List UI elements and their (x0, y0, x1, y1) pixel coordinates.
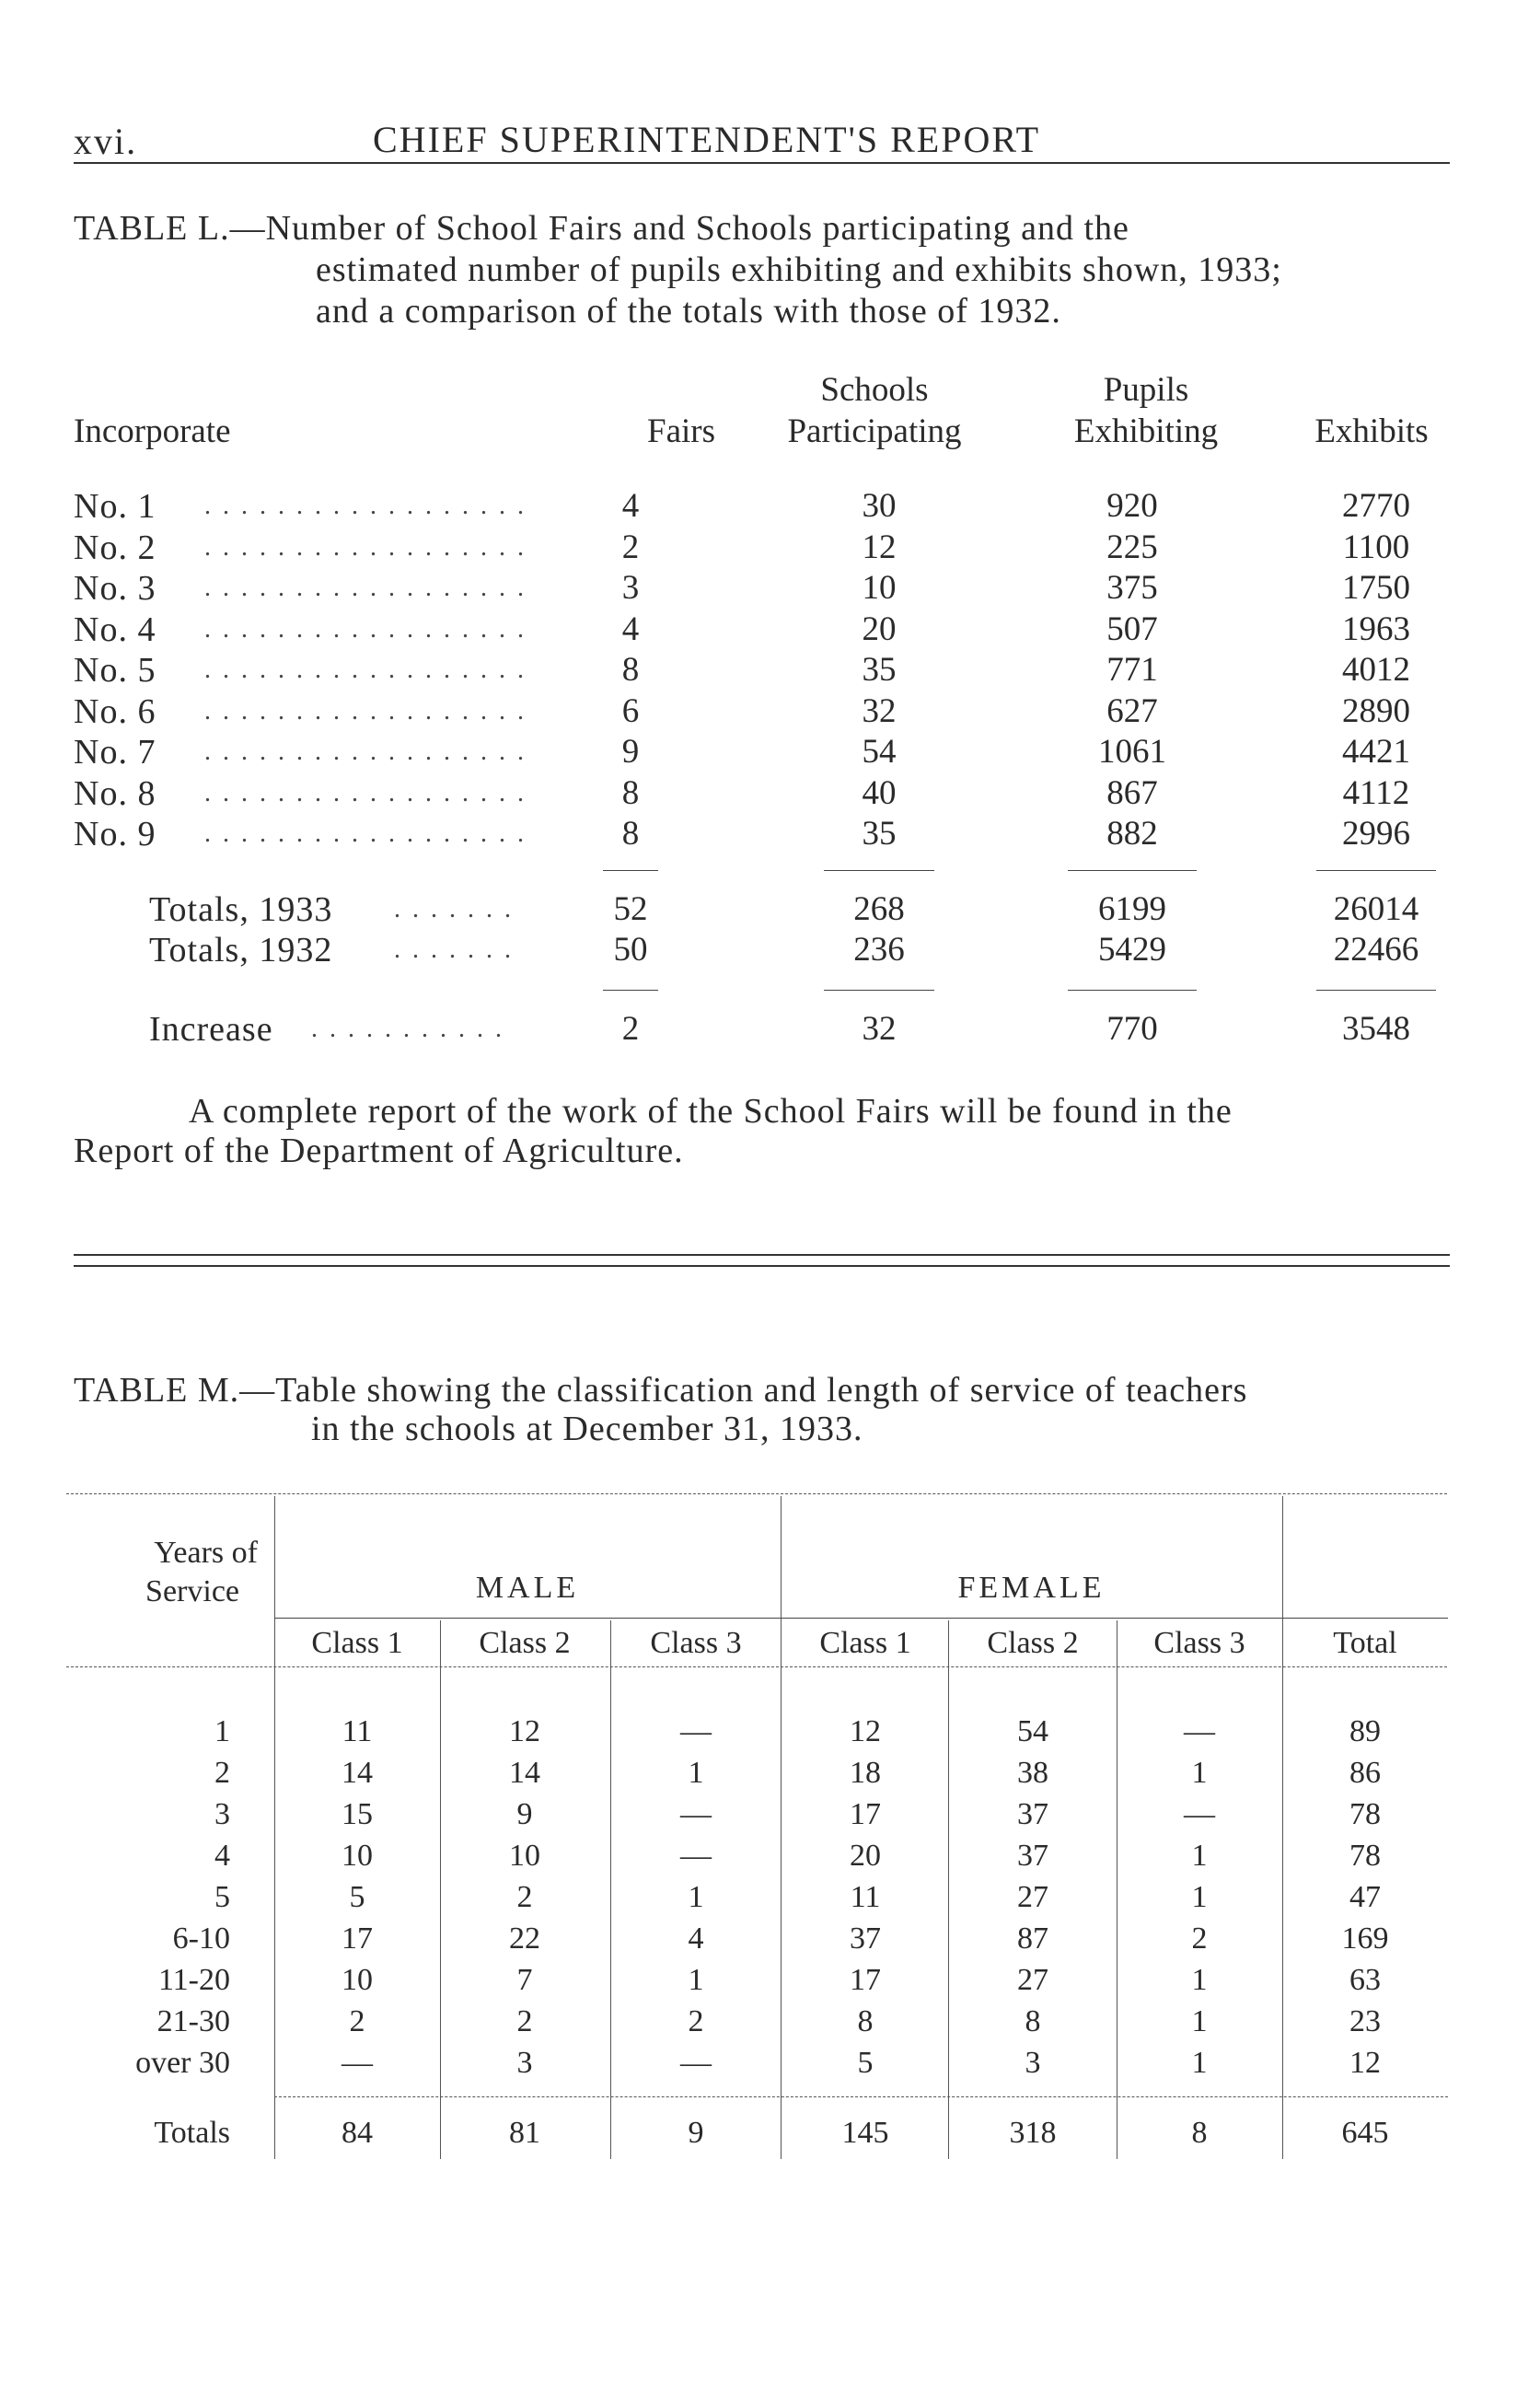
class-header-4: Class 1 (819, 1626, 911, 1660)
cell-fairs: 4 (621, 609, 640, 648)
col-header-pupils-1: Pupils (1103, 371, 1189, 409)
table-m-cell: 37 (1017, 1797, 1048, 1831)
dot-leader: . . . . . . . . . . . . . . . . . . (204, 614, 527, 644)
exhibits-sum-rule (1316, 870, 1436, 871)
totals-fairs: 52 (613, 890, 648, 928)
row-label: No. 4 (74, 609, 156, 649)
fairs-sum-rule (603, 870, 658, 871)
table-m-cell: 7 (516, 1963, 533, 1997)
cell-exhibits: 2770 (1342, 487, 1410, 525)
row-label: No. 2 (74, 528, 156, 567)
cell-exhibits: 2890 (1342, 691, 1410, 730)
table-m-title-line-2: in the schools at December 31, 1933. (311, 1410, 863, 1448)
cell-exhibits: 4012 (1342, 651, 1410, 689)
cell-exhibits: 4112 (1342, 773, 1410, 812)
schools-diff-rule (824, 990, 934, 991)
table-m-cell: 54 (1017, 1714, 1048, 1748)
cell-exhibits: 4421 (1342, 733, 1410, 771)
cell-pupils: 920 (1106, 487, 1158, 525)
table-m-cell: 11 (850, 1880, 881, 1914)
years-of-service: 21-30 (156, 2004, 230, 2038)
years-of-service: over 30 (135, 2046, 230, 2080)
cell-pupils: 507 (1106, 609, 1158, 648)
dot-leader: . . . . . . . . . . . . . . . . . . (204, 819, 527, 848)
cell-pupils: 225 (1106, 528, 1158, 566)
table-m-cell: 3 (516, 2046, 533, 2080)
years-of-service: 5 (214, 1880, 230, 1914)
cell-pupils: 882 (1106, 815, 1158, 853)
years-header-1: Years of (154, 1536, 258, 1570)
table-m-cell: 1 (1191, 2004, 1208, 2038)
totals-exhibits: 22466 (1333, 931, 1419, 969)
class-header-2: Class 2 (479, 1626, 571, 1660)
table-m-top-rule (66, 1493, 1447, 1494)
table-m-cell: 27 (1017, 1880, 1048, 1914)
dot-leader: . . . . . . . . . . . (311, 1015, 504, 1043)
years-of-service: 4 (214, 1839, 230, 1873)
row-label: No. 6 (74, 691, 156, 731)
increase-label: Increase (149, 1010, 273, 1049)
table-m-cell: 1 (688, 1880, 704, 1914)
years-of-service: 1 (214, 1714, 230, 1748)
cell-schools: 54 (862, 733, 897, 771)
cell-exhibits: 1963 (1342, 609, 1410, 648)
cell-fairs: 8 (621, 773, 640, 812)
table-m-group-rule (274, 1618, 1448, 1619)
cell-schools: 10 (862, 569, 897, 607)
female-header: FEMALE (957, 1571, 1106, 1605)
totals-label: Totals, 1933 (149, 890, 333, 929)
col-header-schools-2: Participating (787, 412, 962, 450)
years-of-service: 11-20 (157, 1963, 230, 1997)
table-m-total-cell: 23 (1349, 2004, 1381, 2038)
table-m-cell: 18 (850, 1756, 881, 1790)
table-m-title-line-1: TABLE M.—Table showing the classification and length of service of teachers (74, 1371, 1248, 1410)
table-m-totals-rule (274, 2096, 1448, 2097)
cell-fairs: 2 (621, 528, 640, 566)
totals-exhibits: 26014 (1333, 890, 1419, 928)
table-m-cell: 1 (1191, 2046, 1208, 2080)
exhibits-diff-rule (1316, 990, 1436, 991)
dot-leader: . . . . . . . . . . . . . . . . . . (204, 778, 527, 807)
dot-leader: . . . . . . . (394, 895, 514, 923)
table-m-cell: 27 (1017, 1963, 1048, 1997)
cell-pupils: 867 (1106, 773, 1158, 812)
table-m-cell: 87 (1017, 1921, 1048, 1956)
cell-schools: 35 (862, 815, 897, 853)
cell-pupils: 627 (1106, 691, 1158, 730)
table-m-cell: — (680, 2046, 712, 2080)
col-header-fairs: Fairs (647, 412, 715, 450)
table-m-total-cell: 78 (1349, 1797, 1381, 1831)
cell-fairs: 4 (621, 487, 640, 525)
class-header-3: Class 3 (650, 1626, 742, 1660)
page-number: xvi. (74, 121, 138, 162)
cell-exhibits: 2996 (1342, 815, 1410, 853)
table-m-cell: 22 (509, 1921, 540, 1956)
table-m-vline-total (1282, 1496, 1283, 2159)
table-m-cell: 38 (1017, 1756, 1048, 1790)
table-m-cell: 2 (688, 2004, 704, 2038)
cell-schools: 30 (862, 487, 897, 525)
col-header-incorporate: Incorporate (74, 412, 231, 450)
cell-fairs: 9 (621, 733, 640, 771)
years-header-2: Service (145, 1574, 239, 1608)
table-m-cell: 37 (1017, 1839, 1048, 1873)
table-m-cell: 1 (1191, 1839, 1208, 1873)
table-m-cell: 2 (349, 2004, 365, 2038)
table-l-title-line-3: and a comparison of the totals with those of 1932. (316, 292, 1061, 331)
cell-pupils: 375 (1106, 569, 1158, 607)
table-m-cell: 10 (342, 1839, 373, 1873)
dot-leader: . . . . . . . . . . . . . . . . . . (204, 492, 527, 520)
dot-leader: . . . . . . . . . . . . . . . . . . (204, 532, 527, 562)
schools-sum-rule (824, 870, 934, 871)
table-m-totals-cell: 81 (509, 2116, 540, 2150)
cell-schools: 20 (862, 609, 897, 648)
table-m-cell: 37 (850, 1921, 881, 1956)
row-label: No. 7 (74, 733, 156, 772)
row-label: No. 3 (74, 569, 156, 608)
table-m-cell: 8 (1025, 2004, 1041, 2038)
col-header-pupils-2: Exhibiting (1073, 412, 1219, 450)
years-of-service: 3 (214, 1797, 230, 1831)
table-m-totals-cell: 84 (342, 2116, 373, 2150)
table-m-cell: 14 (509, 1756, 540, 1790)
years-of-service: 6-10 (172, 1921, 230, 1956)
table-m-totals-cell: 8 (1191, 2116, 1208, 2150)
table-m-totals-cell: 145 (841, 2116, 889, 2150)
table-m-totals-cell: 318 (1009, 2116, 1057, 2150)
cell-fairs: 8 (621, 651, 640, 689)
cell-exhibits: 1750 (1342, 569, 1410, 607)
cell-fairs: 3 (621, 569, 640, 607)
dot-leader: . . . . . . . (394, 935, 514, 964)
table-m-header-rule (66, 1666, 1447, 1667)
section-divider-bottom (74, 1265, 1450, 1267)
row-label: No. 8 (74, 773, 156, 813)
table-m-total-cell: 12 (1349, 2046, 1381, 2080)
table-m-total-cell: 169 (1341, 1921, 1389, 1956)
table-m-cell: 1 (1191, 1963, 1208, 1997)
dot-leader: . . . . . . . . . . . . . . . . . . (204, 737, 527, 766)
table-m-cell: — (1184, 1797, 1215, 1831)
increase-exhibits: 3548 (1342, 1010, 1410, 1048)
table-m-vline-m2 (610, 1620, 611, 2159)
table-m-cell: 1 (688, 1756, 704, 1790)
table-m-cell: 17 (850, 1963, 881, 1997)
table-m-cell: 8 (857, 2004, 874, 2038)
cell-fairs: 8 (621, 815, 640, 853)
header-rule (74, 162, 1450, 164)
table-m-cell: 15 (342, 1797, 373, 1831)
table-l-title-line-1: TABLE L.—Number of School Fairs and Schools participating and the (74, 209, 1129, 248)
table-m-total-cell: 78 (1349, 1839, 1381, 1873)
table-m-cell: 5 (349, 1880, 365, 1914)
cell-schools: 35 (862, 651, 897, 689)
table-m-cell: 12 (850, 1714, 881, 1748)
total-header: Total (1333, 1626, 1397, 1660)
table-m-cell: — (1184, 1714, 1215, 1748)
cell-schools: 40 (862, 773, 897, 812)
table-m-cell: 11 (342, 1714, 373, 1748)
table-m-total-cell: 63 (1349, 1963, 1381, 1997)
cell-schools: 32 (862, 691, 897, 730)
table-m-cell: 14 (342, 1756, 373, 1790)
table-m-cell: — (342, 2046, 373, 2080)
col-header-exhibits: Exhibits (1314, 412, 1429, 450)
table-m-cell: 2 (516, 1880, 533, 1914)
increase-fairs: 2 (621, 1010, 640, 1048)
table-m-cell: — (680, 1714, 712, 1748)
totals-pupils: 5429 (1098, 931, 1166, 969)
row-label: No. 9 (74, 815, 156, 853)
table-m-vline-f1 (948, 1620, 949, 2159)
totals-schools: 236 (853, 931, 905, 969)
table-m-cell: — (680, 1797, 712, 1831)
dot-leader: . . . . . . . . . . . . . . . . . . (204, 696, 527, 726)
table-m-cell: 17 (342, 1921, 373, 1956)
increase-pupils: 770 (1106, 1010, 1158, 1048)
table-m-total-cell: 86 (1349, 1756, 1381, 1790)
cell-pupils: 1061 (1098, 733, 1166, 771)
table-m-cell: 1 (688, 1963, 704, 1997)
table-m-totals-cell: 9 (688, 2116, 704, 2150)
section-divider-top (74, 1254, 1450, 1256)
table-m-cell: — (680, 1839, 712, 1873)
class-header-5: Class 2 (987, 1626, 1079, 1660)
male-header: MALE (475, 1571, 580, 1605)
table-m-cell: 3 (1025, 2046, 1041, 2080)
pupils-diff-rule (1068, 990, 1197, 991)
cell-schools: 12 (862, 528, 897, 566)
table-m-cell: 2 (1191, 1921, 1208, 1956)
totals-schools: 268 (853, 890, 905, 928)
table-m-cell: 9 (516, 1797, 533, 1831)
table-m-cell: 1 (1191, 1880, 1208, 1914)
class-header-1: Class 1 (311, 1626, 403, 1660)
row-label: No. 5 (74, 651, 156, 690)
table-l-title-line-2: estimated number of pupils exhibiting and exhibits shown, 1933; (316, 250, 1282, 289)
note-line-2: Report of the Department of Agriculture. (74, 1132, 684, 1170)
table-m-total-cell: 47 (1349, 1880, 1381, 1914)
table-m-cell: 10 (509, 1839, 540, 1873)
table-m-vline-m1 (440, 1620, 441, 2159)
cell-pupils: 771 (1106, 651, 1158, 689)
note-line-1: A complete report of the work of the School Fairs will be found in the (189, 1092, 1233, 1131)
table-m-cell: 1 (1191, 1756, 1208, 1790)
dot-leader: . . . . . . . . . . . . . . . . . . (204, 656, 527, 684)
running-title: CHIEF SUPERINTENDENT'S REPORT (373, 119, 1041, 160)
years-of-service: 2 (214, 1756, 230, 1790)
table-m-grand-total: 645 (1341, 2116, 1389, 2150)
totals-label: Totals, 1932 (149, 931, 333, 969)
table-m-cell: 5 (857, 2046, 874, 2080)
table-m-cell: 12 (509, 1714, 540, 1748)
table-m-cell: 17 (850, 1797, 881, 1831)
table-m-total-cell: 89 (1349, 1714, 1381, 1748)
col-header-schools-1: Schools (820, 371, 929, 409)
table-m-cell: 2 (516, 2004, 533, 2038)
totals-fairs: 50 (613, 931, 648, 969)
table-m-cell: 4 (688, 1921, 704, 1956)
dot-leader: . . . . . . . . . . . . . . . . . . (204, 574, 527, 602)
pupils-sum-rule (1068, 870, 1197, 871)
totals-pupils: 6199 (1098, 890, 1166, 928)
table-m-cell: 20 (850, 1839, 881, 1873)
cell-fairs: 6 (621, 691, 640, 730)
row-label: No. 1 (74, 487, 156, 526)
cell-exhibits: 1100 (1342, 528, 1410, 566)
table-m-totals-label: Totals (154, 2116, 230, 2150)
table-m-cell: 10 (342, 1963, 373, 1997)
increase-schools: 32 (862, 1010, 897, 1048)
class-header-6: Class 3 (1153, 1626, 1245, 1660)
fairs-diff-rule (603, 990, 658, 991)
